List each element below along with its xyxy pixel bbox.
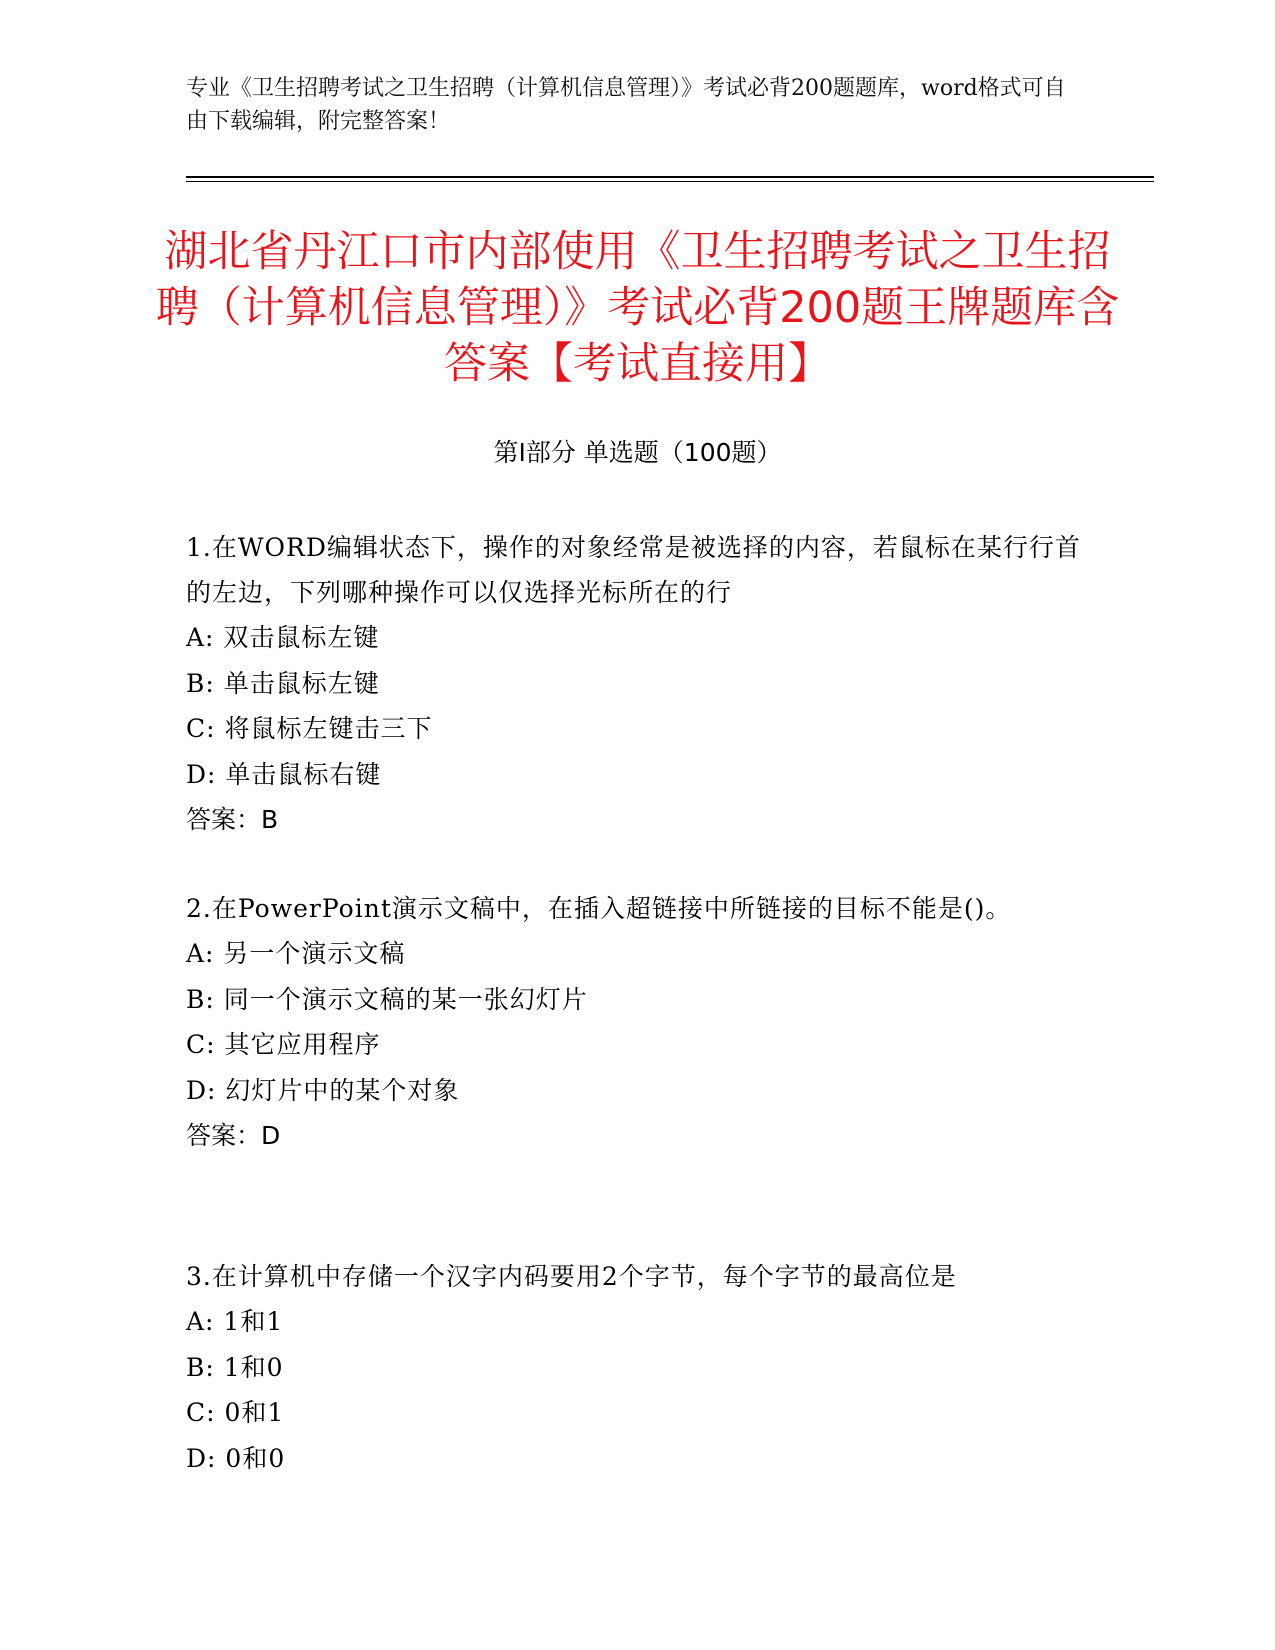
option-list xyxy=(186,615,1086,797)
option-b: B: 单击鼠标左键 xyxy=(186,668,380,698)
option-b: B: 1和0 xyxy=(186,1352,284,1382)
option-c: C: 将鼠标左键击三下 xyxy=(186,714,433,743)
option-a: A: 1和1 xyxy=(186,1307,284,1336)
option-c: C: 其它应用程序 xyxy=(186,1030,381,1059)
option-a: A: 另一个演示文稿 xyxy=(186,939,406,968)
question-stem: 3.在计算机中存储一个汉字内码要用2个字节，每个字节的最高位是 xyxy=(186,1262,957,1291)
header-divider-thin xyxy=(186,181,1154,182)
question-2 xyxy=(186,886,1086,1158)
option-list xyxy=(186,1299,1086,1481)
option-b: B: 同一个演示文稿的某一张幻灯片 xyxy=(186,984,588,1014)
question-3 xyxy=(186,1254,1086,1481)
option-d: D: 单击鼠标右键 xyxy=(186,759,382,789)
answer-line: 答案：B xyxy=(186,805,279,834)
header-note: 专业《卫生招聘考试之卫生招聘（计算机信息管理）》考试必背200题题库，word格式可自由下载编辑，附完整答案！ xyxy=(186,76,1066,134)
option-a: A: 双击鼠标左键 xyxy=(186,623,380,652)
header-divider-thick xyxy=(186,176,1154,178)
question-1 xyxy=(186,525,1086,842)
question-stem: 1.在WORD编辑状态下，操作的对象经常是被选择的内容，若鼠标在某行行首的左边，下列哪种操作可以仅选择光标所在的行 xyxy=(186,533,1081,607)
document-title: 湖北省丹江口市内部使用《卫生招聘考试之卫生招聘（计算机信息管理）》考试必背200题王牌题库含答案【考试直接用】 xyxy=(155,227,1120,389)
option-d: D: 0和0 xyxy=(186,1443,286,1473)
option-d: D: 幻灯片中的某个对象 xyxy=(186,1075,460,1105)
question-stem: 2.在PowerPoint演示文稿中，在插入超链接中所链接的目标不能是()。 xyxy=(186,894,1012,923)
option-list xyxy=(186,931,1086,1113)
option-c: C: 0和1 xyxy=(186,1398,285,1427)
answer-line: 答案：D xyxy=(186,1121,281,1150)
section-heading: 第I部分 单选题（100题） xyxy=(493,438,782,467)
